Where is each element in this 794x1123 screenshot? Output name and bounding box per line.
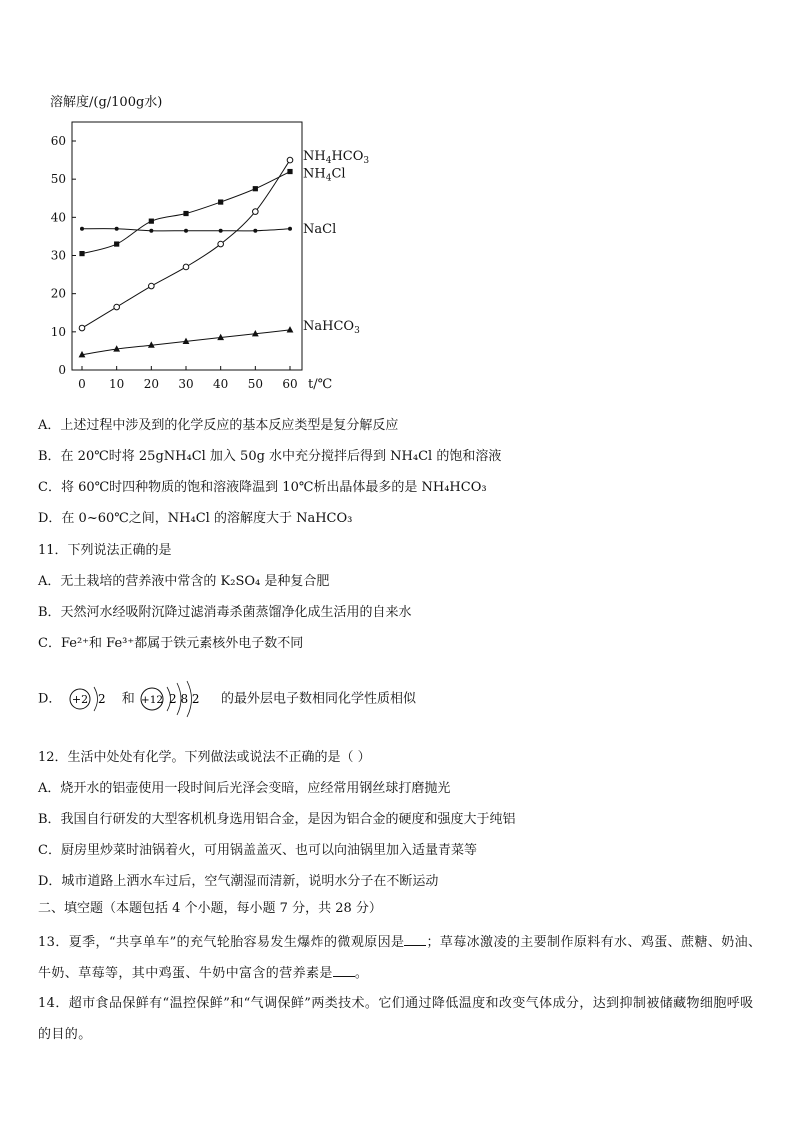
data-point — [183, 211, 188, 216]
q12-option-b: B．我国自行研发的大型客机机身选用铝合金，是因为铝合金的硬度和强度大于纯铝 — [38, 812, 516, 827]
series-nacl — [80, 222, 336, 237]
series-layer — [79, 149, 370, 357]
q11-d-suffix: 的最外层电子数相同化学性质相似 — [221, 691, 417, 707]
series-nahco3 — [79, 319, 360, 357]
q14-text: 14．超市食品保鲜有“温控保鲜”和“气调保鲜”两类技术。它们通过降低温度和改变气体成分，达到抑制被储藏物细胞呼吸的目的。 — [38, 996, 754, 1042]
x-tick-label: 0 — [78, 377, 86, 390]
x-tick-label: 20 — [143, 377, 159, 390]
q13-text — [38, 927, 764, 989]
data-point — [218, 241, 224, 247]
data-point — [114, 241, 119, 246]
data-point — [80, 227, 84, 231]
x-tick-label: 10 — [109, 377, 125, 390]
answer-blank[interactable] — [404, 945, 426, 946]
q11-stem: 11．下列说法正确的是 — [38, 543, 172, 558]
shell-electrons: 2 — [97, 692, 106, 706]
atom-structure-diagram-1 — [66, 678, 118, 720]
x-axis-label: t/℃ — [308, 377, 333, 390]
answer-blank[interactable] — [333, 976, 355, 977]
y-axis-label: 溶解度/(g/100g水) — [50, 95, 163, 110]
data-point — [218, 199, 223, 204]
q11-option-d — [38, 678, 416, 721]
data-point — [183, 264, 189, 270]
x-tick-label: 60 — [282, 377, 298, 390]
q10-option-c: C．将 60℃时四种物质的饱和溶液降温到 10℃析出晶体最多的是 NH₄HCO₃ — [38, 480, 487, 495]
solubility-chart — [40, 85, 380, 390]
shell-electrons: 2 8 2 — [168, 692, 200, 706]
q12-option-a: A．烧开水的铝壶使用一段时间后光泽会变暗，应经常用钢丝球打磨抛光 — [38, 781, 451, 796]
series-label: $NH_4Cl$ — [303, 166, 346, 184]
series-line — [82, 160, 290, 328]
y-tick-label: 40 — [50, 210, 66, 225]
data-point — [288, 227, 292, 231]
q11-d-prefix: D． — [38, 691, 62, 707]
x-tick-label: 30 — [178, 377, 194, 390]
data-point — [287, 157, 293, 163]
data-point — [184, 229, 188, 233]
data-point — [219, 229, 223, 233]
y-tick-label: 10 — [50, 324, 66, 339]
q11-option-b: B．天然河水经吸附沉降过滤消毒杀菌蒸馏净化成生活用的自来水 — [38, 605, 412, 620]
data-point — [253, 209, 259, 215]
data-point — [79, 325, 85, 331]
data-point — [114, 304, 120, 310]
data-point — [287, 326, 294, 332]
y-tick-label: 0 — [58, 363, 66, 377]
data-point — [79, 251, 84, 256]
y-tick-label: 60 — [50, 134, 66, 148]
y-tick-label: 20 — [50, 286, 66, 301]
atom-structure-diagram-2 — [139, 678, 217, 720]
data-point — [149, 219, 154, 224]
q12-option-d: D．城市道路上洒水车过后，空气潮湿而清新，说明水分子在不断运动 — [38, 874, 439, 889]
series-label: $NH_4HCO_3$ — [303, 149, 370, 167]
q11-option-a: A．无土栽培的营养液中常含的 K₂SO₄ 是种复合肥 — [38, 574, 330, 589]
data-point — [149, 283, 155, 289]
q13-part1: 13．夏季，“共享单车”的充气轮胎容易发生爆炸的微观原因是 — [38, 935, 405, 950]
q12-option-c: C．厨房里炒菜时油锅着火，可用锅盖盖灭、也可以向油锅里加入适量青菜等 — [38, 843, 477, 858]
nucleus-charge: +12 — [140, 694, 163, 706]
q13-part2: ；草莓冰激凌的主要制作原料有水、鸡蛋、蔗糖、奶油、牛奶、草莓等，其中鸡蛋、牛奶中富含的营养素是 — [38, 935, 762, 981]
series-label: NaHCO$_3$ — [303, 318, 360, 336]
q12-stem: 12．生活中处处有化学。下列做法或说法不正确的是（ ） — [38, 750, 371, 765]
data-point — [149, 229, 153, 233]
data-point — [253, 229, 257, 233]
x-tick-label: 50 — [247, 377, 263, 390]
section-heading-fill-in: 二、填空题（本题包括 4 个小题，每小题 7 分，共 28 分） — [38, 901, 382, 916]
series-label: NaCl — [303, 221, 337, 237]
x-tick-label: 40 — [213, 377, 229, 390]
q13-part3: 。 — [354, 966, 369, 981]
data-point — [253, 186, 258, 191]
electron-shell-arc — [94, 687, 98, 711]
series-nh4cl — [79, 167, 345, 257]
nucleus-charge: +2 — [71, 693, 88, 706]
q10-option-d: D．在 0~60℃之间，NH₄Cl 的溶解度大于 NaHCO₃ — [38, 511, 353, 526]
q11-option-c: C．Fe²⁺和 Fe³⁺都属于铁元素核外电子数不同 — [38, 636, 304, 651]
data-point — [287, 169, 292, 174]
y-tick-label: 50 — [50, 172, 66, 187]
y-tick-label: 30 — [50, 248, 66, 263]
q11-d-conjunction: 和 — [121, 691, 135, 707]
data-point — [115, 227, 119, 231]
q10-option-b: B．在 20℃时将 25gNH₄Cl 加入 50g 水中充分搅拌后得到 NH₄Cl 的饱和溶液 — [38, 449, 502, 464]
q10-option-a: A．上述过程中涉及到的化学反应的基本反应类型是复分解反应 — [38, 418, 399, 433]
